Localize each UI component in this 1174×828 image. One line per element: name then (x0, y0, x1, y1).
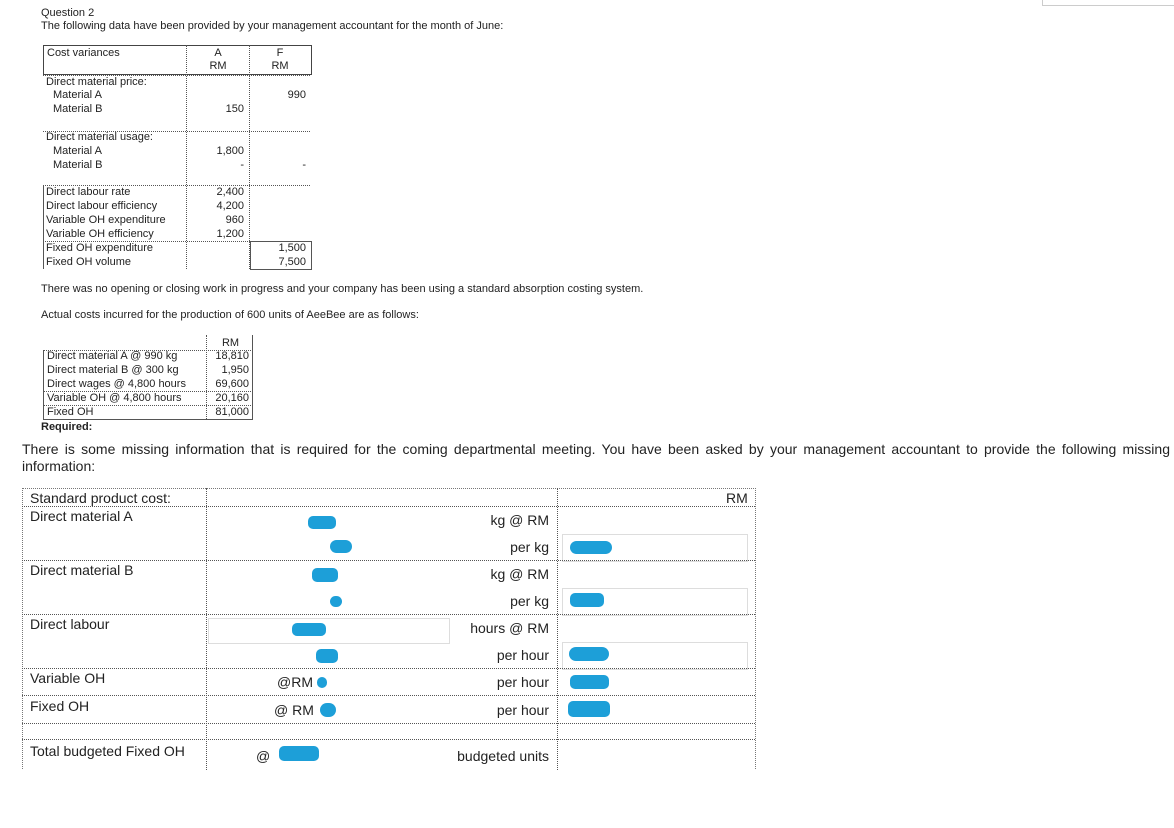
redaction-mark (570, 541, 612, 554)
cost-variances-label: Cost variances (47, 47, 120, 59)
toolbar-fragment (1042, 0, 1174, 6)
dl-hours-cell[interactable] (208, 618, 450, 644)
bottom-border (43, 419, 253, 420)
dm-usage-b-f: - (302, 159, 306, 171)
actual-costs-table (43, 335, 253, 421)
voh-eff-label: Variable OH efficiency (46, 228, 154, 240)
redaction-mark (308, 516, 336, 529)
redaction-mark (330, 540, 352, 553)
redaction-mark (568, 701, 610, 717)
actual-row-label: Direct material B @ 300 kg (47, 364, 179, 376)
right-border (252, 335, 253, 420)
col-divider-2 (249, 45, 250, 269)
redaction-mark (570, 675, 609, 689)
required-text: There is some missing information that is required for the coming departmental meeting. You have been asked by your management accountant to provide the following missing information: (22, 441, 1170, 474)
intro-text: The following data have been provided by your management accountant for the month of June: (41, 20, 504, 32)
dl-eff-label: Direct labour efficiency (46, 200, 158, 212)
dm-usage-a-a: 1,800 (216, 145, 244, 157)
redaction-mark (312, 568, 338, 582)
foh-vol-label: Fixed OH volume (46, 256, 131, 268)
hours-rm-label: hours @ RM (470, 620, 549, 636)
redaction-mark (330, 596, 342, 607)
dm-price-a-label: Material A (53, 89, 102, 101)
actual-row-label: Direct material A @ 990 kg (47, 350, 178, 362)
dl-eff-a: 4,200 (216, 200, 244, 212)
answer-table (22, 488, 756, 770)
left-border (43, 350, 44, 420)
redaction-mark (570, 593, 604, 607)
variance-table (43, 45, 313, 270)
actual-row-value: 81,000 (215, 406, 249, 418)
actual-row-value: 1,950 (221, 364, 249, 376)
row-divider (22, 695, 755, 696)
at-rm-voh-label: @RM (277, 674, 313, 690)
redaction-mark (279, 746, 319, 761)
redaction-mark (292, 623, 326, 636)
voh-label: Variable OH (30, 670, 106, 686)
row-divider (22, 723, 755, 724)
question-number: Question 2 (41, 7, 95, 19)
voh-eff-a: 1,200 (216, 228, 244, 240)
dl-label: Direct labour (30, 616, 110, 632)
foh-exp-label: Fixed OH expenditure (46, 242, 153, 254)
row-divider (22, 668, 755, 669)
required-heading: Required: (41, 421, 93, 433)
left-border (43, 185, 44, 269)
dm-usage-label: Direct material usage: (46, 131, 153, 143)
dm-usage-a-label: Material A (53, 145, 102, 157)
voh-exp-a: 960 (225, 214, 244, 226)
row-divider (22, 506, 755, 507)
dm-usage-b-label: Material B (53, 159, 103, 171)
redaction-mark (320, 703, 336, 717)
dm-b-label: Direct material B (30, 562, 134, 578)
row-divider (22, 739, 755, 740)
dm-usage-b-a: - (240, 159, 244, 171)
at-label: @ (256, 748, 271, 764)
redaction-mark (316, 649, 338, 663)
per-kg-b-label: per kg (510, 593, 549, 609)
col-divider (206, 488, 207, 770)
col-a-header: A (214, 47, 222, 59)
col-f-unit: RM (271, 60, 289, 72)
actual-row-label: Fixed OH (47, 406, 94, 418)
actual-row-value: 69,600 (215, 378, 249, 390)
dm-price-a-f: 990 (287, 89, 306, 101)
col-f-header: F (276, 47, 284, 59)
dm-price-b-label: Material B (53, 103, 103, 115)
row-divider (22, 614, 755, 615)
row-divider (22, 560, 755, 561)
per-kg-a-label: per kg (510, 539, 549, 555)
col-divider (557, 488, 558, 770)
wip-note: There was no opening or closing work in progress and your company has been using a standard absorption costing system. (41, 283, 644, 295)
foh-vol-f: 7,500 (278, 256, 306, 268)
dm-price-b-a: 150 (225, 103, 244, 115)
rm-header: RM (726, 490, 748, 506)
budgeted-units-label: budgeted units (457, 748, 549, 764)
kg-rm-b-label: kg @ RM (490, 566, 549, 582)
redaction-mark (569, 647, 609, 661)
foh-exp-f: 1,500 (278, 242, 306, 254)
total-foh-label: Total budgeted Fixed OH (30, 743, 185, 759)
col-a-unit: RM (209, 60, 227, 72)
kg-rm-a-label: kg @ RM (490, 512, 549, 528)
dm-price-label: Direct material price: (46, 76, 147, 88)
dl-rate-a: 2,400 (216, 186, 244, 198)
per-hour-voh-label: per hour (496, 674, 549, 690)
actual-row-value: 20,160 (215, 392, 249, 404)
actual-unit: RM (221, 337, 240, 349)
dl-rate-label: Direct labour rate (46, 186, 131, 198)
actual-row-label: Variable OH @ 4,800 hours (47, 392, 182, 404)
at-rm-foh-label: @ RM (274, 702, 314, 718)
foh-label: Fixed OH (30, 698, 90, 714)
actual-row-value: 18,810 (215, 350, 249, 362)
per-hour-foh-label: per hour (496, 702, 549, 718)
redaction-mark (317, 677, 327, 688)
foh-f-box (250, 241, 312, 270)
std-cost-label: Standard product cost: (30, 490, 171, 506)
actual-costs-note: Actual costs incurred for the production of 600 units of AeeBee are as follows: (41, 309, 419, 321)
voh-exp-label: Variable OH expenditure (46, 214, 166, 226)
dm-a-label: Direct material A (30, 508, 133, 524)
actual-row-label: Direct wages @ 4,800 hours (47, 378, 186, 390)
per-hour-dl-label: per hour (496, 647, 549, 663)
